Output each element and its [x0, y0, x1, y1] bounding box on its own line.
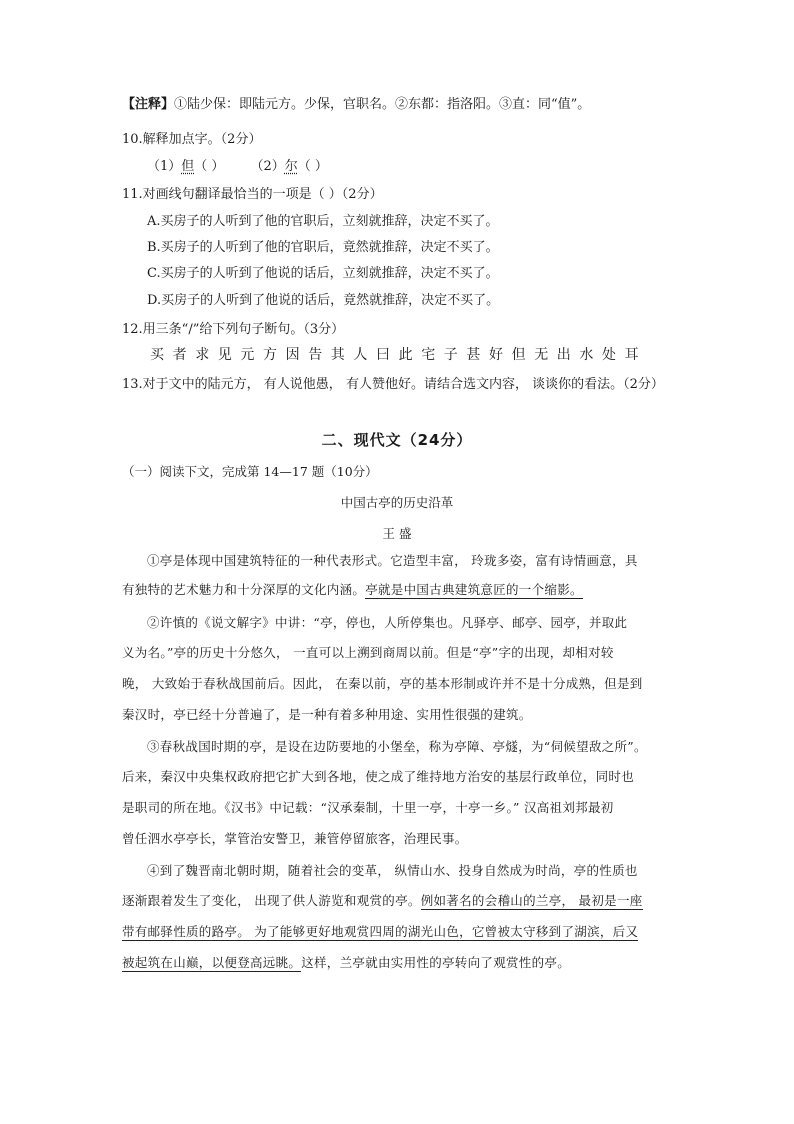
paragraph-1-line-1: ①亭是体现中国建筑特征的一种代表形式。它造型丰富， 玲珑多姿，富有诗情画意，具: [147, 553, 638, 568]
underlined-sentence-2a: 例如著名的会稽山的兰亭， 最初是一座: [420, 893, 643, 908]
question-12-stem: 12.用三条“/”给下列句子断句。（3分）: [122, 322, 345, 337]
question-12-sentence: 买者求见元方因告其人曰此宅子甚好但无出水处耳: [150, 347, 648, 363]
section-subtitle: （一）阅读下文，完成第 14—17 题（10分）: [122, 464, 378, 479]
annotation-text: ①陆少保：即陆元方。少保，官职名。②东都：指洛阳。③直：同“值”。: [174, 97, 591, 112]
annotation-label: 【注释】: [122, 97, 175, 112]
paragraph-4-text: 逐渐跟着发生了变化， 出现了供人游览和观赏的亭。: [122, 893, 421, 908]
underlined-sentence-1: 亭就是中国古典建筑意匠的一个缩影。: [365, 582, 583, 597]
question-11-option-c[interactable]: C.买房子的人听到了他说的话后，立刻就推辞，决定不买了。: [147, 266, 499, 281]
paragraph-1-line-2: [122, 580, 583, 598]
essay-title: 中国古亭的历史沿革: [340, 495, 454, 510]
question-11-option-d[interactable]: D.买房子的人听到了他说的话后，竟然就推辞，决定不买了。: [147, 293, 500, 308]
item-2-blank[interactable]: （ ）: [297, 159, 328, 174]
item-1-char: 但: [181, 159, 195, 174]
paragraph-4-ending: 这样，兰亭就由实用性的亭转向了观赏性的亭。: [301, 955, 571, 970]
paragraph-4-line-1: ④到了魏晋南北朝时期，随着社会的变革， 纵情山水、投身自然成为时尚，亭的性质也: [147, 863, 638, 878]
paragraph-2-line-4: 秦汉时，亭已经十分普遍了，是一种有着多种用途、实用性很强的建筑。: [122, 707, 532, 722]
section-title: 二、现代文（24分）: [321, 431, 473, 449]
paragraph-2-line-2: 义为名。”亭的历史十分悠久， 一直可以上溯到商周以前。但是“亭”字的出现，却相对较: [122, 645, 614, 660]
paragraph-2-line-1: ②许慎的《说文解字》中讲：“亭，停也，人所停集也。凡驿亭、邮亭、园亭，并取此: [147, 615, 628, 630]
item-2-prefix: （2）: [250, 159, 285, 174]
underlined-sentence-2c: 被起筑在山巅，以便登高远眺。: [122, 955, 302, 970]
paragraph-4-line-4: [122, 953, 570, 971]
paragraph-3-line-3: 是职司的所在地。《汉书》中记载：“汉承秦制，十里一亭，十亭一乡。” 汉高祖刘邦最初: [122, 800, 614, 815]
question-10-items: [147, 155, 328, 174]
paragraph-4-line-3: [122, 922, 638, 940]
item-1-blank[interactable]: （ ）: [194, 159, 225, 174]
paragraph-3-line-2: 后来，秦汉中央集权政府把它扩大到各地，使之成了维持地方治安的基层行政单位，同时也: [122, 769, 635, 784]
paragraph-1-text: 有独特的艺术魅力和十分深厚的文化内涵。: [122, 582, 366, 597]
paragraph-2-line-3: 晚， 大致始于春秋战国前后。因此， 在秦以前，亭的基本形制或许并不是十分成熟，但是到: [122, 676, 643, 691]
paragraph-3-line-4: 曾任泗水亭亭长，掌管治安警卫，兼管停留旅客，治理民事。: [122, 831, 468, 846]
item-1-prefix: （1）: [147, 159, 182, 174]
question-13-stem: 13.对于文中的陆元方， 有人说他愚， 有人赞他好。请结合选文内容， 谈谈你的看法。（2分）: [122, 377, 664, 392]
annotation-line: [122, 93, 590, 112]
question-10-stem: 10.解释加点字。（2分）: [122, 132, 262, 147]
paragraph-3-line-1: ③春秋战国时期的亭，是设在边防要地的小堡垒，称为亭障、亭燧，为“伺候望敌之所”。: [147, 739, 647, 754]
paragraph-4-line-2: [122, 891, 643, 909]
question-11-option-a[interactable]: A.买房子的人听到了他的官职后，立刻就推辞，决定不买了。: [147, 214, 499, 229]
essay-author: 王 盛: [382, 526, 412, 541]
underlined-sentence-2b: 带有邮驿性质的路亭。 为了能够更好地观赏四周的湖光山色，它曾被太守移到了湖滨，后又: [122, 924, 639, 939]
question-11-option-b[interactable]: B.买房子的人听到了他的官职后，竟然就推辞，决定不买了。: [147, 240, 499, 255]
item-2-char: 尔: [284, 159, 298, 174]
question-11-stem: 11.对画线句翻译最恰当的一项是（ ）（2分）: [122, 187, 383, 202]
